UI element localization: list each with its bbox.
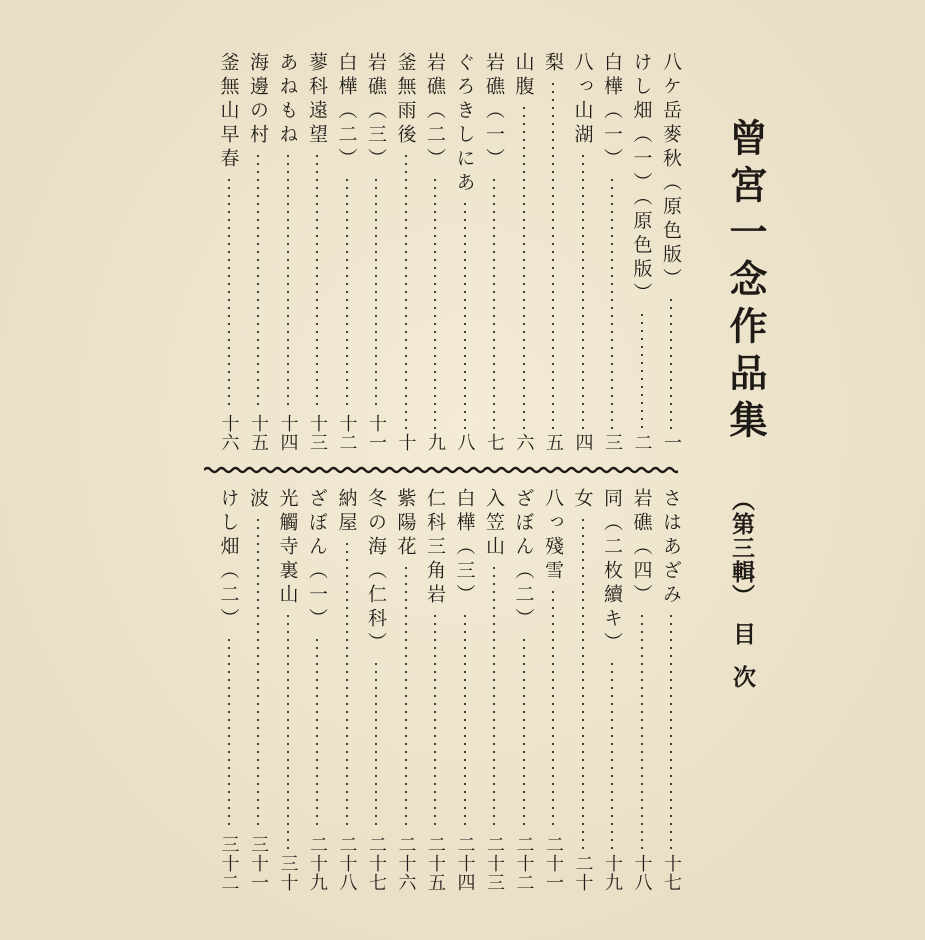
toc-leader-dots <box>493 176 495 429</box>
toc-entry-page: 十九 <box>602 854 623 892</box>
toc-entry-title: 八ケ岳麥秋（原色版） <box>660 52 682 292</box>
toc-leader-dots <box>375 176 377 410</box>
toc-leader-dots <box>287 152 289 410</box>
toc-entry-title: ぐろきしにあ <box>453 52 476 196</box>
toc-entry-page: 二 <box>631 433 653 452</box>
toc-entry-page: 十四 <box>277 414 299 452</box>
toc-entry <box>479 488 509 892</box>
toc-leader-dots <box>287 612 289 850</box>
volume-label: （第三輯） <box>728 488 755 608</box>
toc-leader-dots <box>611 660 613 850</box>
toc-entry-page: 二十八 <box>336 835 358 892</box>
toc-leader-dots <box>670 612 672 850</box>
toc-entry <box>568 488 598 892</box>
toc-entry-page: 三十二 <box>218 835 240 892</box>
toc-entry-title: 女 <box>571 488 594 512</box>
toc-leader-dots <box>582 516 584 850</box>
toc-leader-dots <box>552 588 554 831</box>
toc-entry-page: 二十六 <box>395 835 417 892</box>
toc-entry-title: 仁科三角岩 <box>424 488 446 608</box>
toc-leader-dots <box>434 612 436 831</box>
toc-leader-dots <box>228 176 230 410</box>
toc-entry <box>214 52 244 452</box>
toc-entry-title: さはあざみ <box>660 488 682 608</box>
toc-entry <box>420 488 450 892</box>
toc-entry <box>273 52 303 452</box>
toc-entry <box>538 52 568 452</box>
book-title: 曾宮一念作品集 <box>723 118 768 447</box>
toc-entry-page: 一 <box>661 433 682 452</box>
toc-entry-title: 八っ殘雪 <box>542 488 564 584</box>
toc-leader-dots <box>316 152 318 410</box>
toc-entry-title: 同（二枚續キ） <box>601 488 623 656</box>
toc-entry-title: ざぼん（二） <box>512 488 535 632</box>
toc-entry-page: 十 <box>395 433 417 452</box>
toc-entry <box>450 488 480 892</box>
toc-leader-dots <box>405 152 407 429</box>
toc-entry-title: 海邊の村 <box>247 52 269 148</box>
wavy-divider <box>204 462 678 478</box>
toc-entry <box>627 52 657 452</box>
toc-entry-page: 三十一 <box>248 835 269 892</box>
toc-entry <box>656 488 686 892</box>
toc-entry <box>420 52 450 452</box>
toc-leader-dots <box>582 152 584 429</box>
toc-entry-title: 岩礁（一） <box>483 52 505 172</box>
toc-entry <box>509 52 539 452</box>
toc-entry-page: 十三 <box>307 414 328 452</box>
toc-leader-dots <box>641 612 643 850</box>
toc-entry-page: 二十五 <box>425 835 446 892</box>
toc-entry-title: 納屋 <box>335 488 358 536</box>
toc-entry-title: 入笠山 <box>483 488 505 560</box>
toc-entry <box>568 52 598 452</box>
toc-entry-page: 八 <box>454 433 476 452</box>
toc-entry <box>597 52 627 452</box>
toc-entry <box>332 52 362 452</box>
toc-entry-page: 十二 <box>336 414 358 452</box>
toc-entry-title: 岩礁（四） <box>630 488 653 608</box>
toc-entry <box>302 488 332 892</box>
contents-heading: 目次 <box>729 622 756 708</box>
toc-leader-dots <box>641 311 643 430</box>
toc-entry-title: けし畑（二） <box>217 488 240 632</box>
toc-entry <box>450 52 480 452</box>
toc-entry <box>361 52 391 452</box>
toc-entry <box>302 52 332 452</box>
toc-leader-dots <box>493 564 495 831</box>
toc-entry-page: 二十一 <box>543 835 564 892</box>
toc-entry-title: 蓼科遠望 <box>306 52 328 148</box>
toc-entry-page: 十五 <box>248 414 269 452</box>
toc-leader-dots <box>346 176 348 410</box>
toc-entry-title: 山腹 <box>512 52 535 100</box>
toc-entry-title: 白樺（一） <box>601 52 623 172</box>
toc-entry-title: 釜無山早春 <box>217 52 240 172</box>
toc-entry-page: 七 <box>484 433 505 452</box>
toc-leader-dots <box>375 660 377 831</box>
toc-leader-dots <box>670 296 672 429</box>
toc-entry-page: 十八 <box>631 854 653 892</box>
toc-entry-title: 釜無雨後 <box>394 52 417 148</box>
toc-entry-page: 二十二 <box>513 835 535 892</box>
toc-leader-dots <box>434 176 436 429</box>
toc-entry-page: 十七 <box>661 854 682 892</box>
toc-entry <box>273 488 303 892</box>
toc-entry <box>243 52 273 452</box>
toc-entry <box>509 488 539 892</box>
toc-entry-title: 梨 <box>542 52 564 76</box>
toc-entry-title: 紫陽花 <box>394 488 417 560</box>
toc-entry-title: 白樺（二） <box>335 52 358 172</box>
toc-entry <box>214 488 244 892</box>
toc-entry <box>597 488 627 892</box>
toc-entry <box>361 488 391 892</box>
toc-leader-dots <box>464 612 466 831</box>
toc-entry-title: けし畑（一）（原色版） <box>630 52 653 307</box>
toc-entry-title: あねもね <box>276 52 299 148</box>
toc-leader-dots <box>346 540 348 831</box>
toc-leader-dots <box>611 176 613 429</box>
toc-entry-title: 白樺（三） <box>453 488 476 608</box>
toc-entry <box>391 488 421 892</box>
toc-entry-title: ざぼん（一） <box>306 488 328 632</box>
toc-entry-page: 九 <box>425 433 446 452</box>
toc-leader-dots <box>316 636 318 831</box>
toc-entry-page: 五 <box>543 433 564 452</box>
toc-entry <box>391 52 421 452</box>
toc-leader-dots <box>523 636 525 831</box>
toc-leader-dots <box>257 516 259 831</box>
toc-entry-page: 二十四 <box>454 835 476 892</box>
toc-entry-page: 二十三 <box>484 835 505 892</box>
toc-leader-dots <box>552 80 554 429</box>
toc-entry <box>538 488 568 892</box>
toc-entry-page: 十六 <box>218 414 240 452</box>
toc-entry-page: 二十九 <box>307 835 328 892</box>
toc-entry-page: 三 <box>602 433 623 452</box>
toc-entry <box>627 488 657 892</box>
toc-entry-title: 光觸寺裏山 <box>276 488 299 608</box>
toc-entry <box>656 52 686 452</box>
toc-leader-dots <box>464 200 466 429</box>
toc-entry <box>479 52 509 452</box>
toc-entry-page: 二十 <box>572 854 594 892</box>
toc-leader-dots <box>257 152 259 410</box>
toc-entry-title: 八っ山湖 <box>571 52 594 148</box>
toc-entry <box>332 488 362 892</box>
toc-entry-page: 六 <box>513 433 535 452</box>
toc-entry-title: 冬の海（仁科） <box>365 488 387 656</box>
toc-entry-page: 三十 <box>277 854 299 892</box>
toc-entry-page: 十一 <box>366 414 387 452</box>
toc-entry-title: 岩礁（三） <box>365 52 387 172</box>
toc-entry-page: 二十七 <box>366 835 387 892</box>
toc-leader-dots <box>523 104 525 429</box>
toc-entry-title: 岩礁（二） <box>424 52 446 172</box>
toc-leader-dots <box>228 636 230 831</box>
toc-entry-title: 波 <box>247 488 269 512</box>
toc-leader-dots <box>405 564 407 831</box>
toc-entry-page: 四 <box>572 433 594 452</box>
toc-entry <box>243 488 273 892</box>
